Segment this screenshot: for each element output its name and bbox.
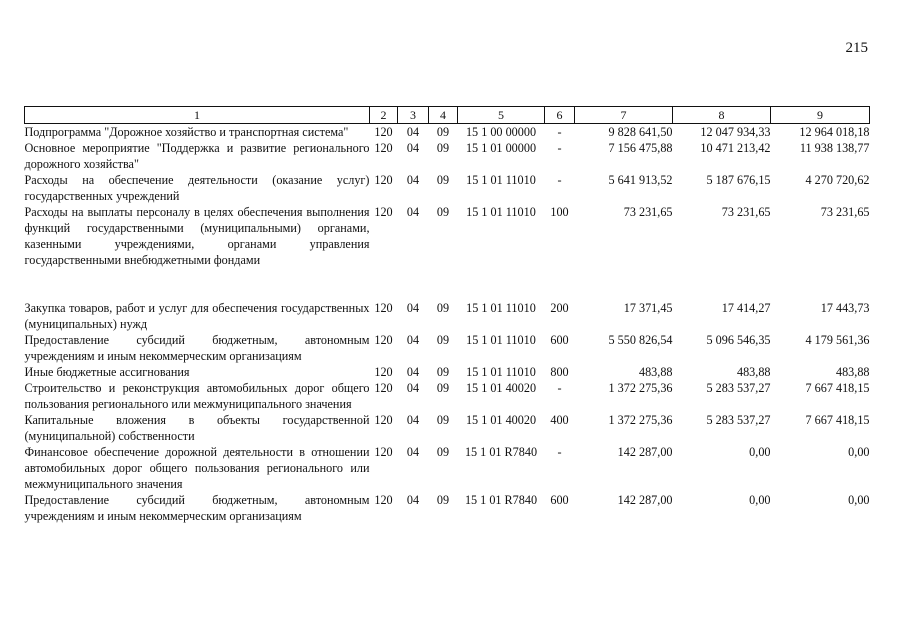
row-ministry-code: 120 [374, 205, 393, 219]
row-expense-type: 400 [550, 413, 569, 427]
row-name: Предоставление субсидий бюджетным, автономным учреждениям и иным некоммерческим организациям [24, 333, 370, 363]
row-amount-1: 7 156 475,88 [608, 141, 673, 155]
header-col-7: 7 [575, 107, 673, 124]
row-expense-type: - [557, 173, 562, 187]
header-col-2: 2 [370, 107, 398, 124]
row-ministry-code: 120 [374, 301, 393, 315]
row-amount-1: 483,88 [638, 365, 673, 379]
header-col-1: 1 [25, 107, 370, 124]
row-amount-2: 5 283 537,27 [706, 413, 771, 427]
row-amount-1: 73 231,65 [623, 205, 673, 219]
row-amount-2: 10 471 213,42 [700, 141, 771, 155]
row-section-code: 04 [406, 381, 420, 395]
row-ministry-code: 120 [374, 445, 393, 459]
row-amount-3: 12 964 018,18 [799, 125, 870, 139]
row-section-code: 04 [406, 445, 420, 459]
row-ministry-code: 120 [374, 365, 393, 379]
row-expense-type: 600 [550, 493, 569, 507]
row-target-article: 15 1 01 R7840 [464, 493, 538, 507]
header-col-5: 5 [458, 107, 545, 124]
row-amount-2: 5 283 537,27 [706, 381, 771, 395]
table-row [25, 300, 870, 332]
table-row [25, 140, 870, 172]
row-section-code: 04 [406, 125, 420, 139]
row-name: Строительство и реконструкция автомобильных дорог общего пользования регионального или межмуниципального значения [24, 381, 370, 411]
row-amount-3: 4 270 720,62 [805, 173, 870, 187]
table-row [25, 364, 870, 380]
row-section-code: 04 [406, 301, 420, 315]
row-subsection-code: 09 [436, 445, 450, 459]
table-row [25, 492, 870, 524]
row-amount-1: 9 828 641,50 [608, 125, 673, 139]
header-col-9: 9 [771, 107, 870, 124]
row-subsection-code: 09 [436, 493, 450, 507]
row-subsection-code: 09 [436, 141, 450, 155]
row-ministry-code: 120 [374, 381, 393, 395]
blank-cell [25, 268, 870, 300]
row-subsection-code: 09 [436, 125, 450, 139]
row-subsection-code: 09 [436, 381, 450, 395]
row-target-article: 15 1 01 R7840 [464, 445, 538, 459]
row-target-article: 15 1 01 40020 [465, 381, 537, 395]
row-subsection-code: 09 [436, 205, 450, 219]
row-name: Финансовое обеспечение дорожной деятельности в отношении автомобильных дорог общего пользования регионального или межмуниципального значения [24, 445, 370, 491]
row-amount-2: 0,00 [749, 493, 771, 507]
row-amount-3: 17 443,73 [820, 301, 870, 315]
row-subsection-code: 09 [436, 365, 450, 379]
row-amount-1: 142 287,00 [617, 445, 673, 459]
row-name: Подпрограмма "Дорожное хозяйство и транспортная система" [24, 125, 349, 139]
row-amount-2: 0,00 [749, 445, 771, 459]
row-expense-type: 600 [550, 333, 569, 347]
row-expense-type: - [557, 141, 562, 155]
table-row [25, 412, 870, 444]
header-col-4: 4 [429, 107, 458, 124]
row-ministry-code: 120 [374, 125, 393, 139]
row-name: Закупка товаров, работ и услуг для обеспечения государственных (муниципальных) нужд [24, 301, 370, 331]
row-subsection-code: 09 [436, 301, 450, 315]
row-target-article: 15 1 01 40020 [465, 413, 537, 427]
row-section-code: 04 [406, 413, 420, 427]
row-target-article: 15 1 01 11010 [466, 365, 536, 379]
row-name: Основное мероприятие "Поддержка и развитие регионального дорожного хозяйства" [24, 141, 370, 171]
table-row [25, 204, 870, 268]
row-target-article: 15 1 01 11010 [466, 205, 536, 219]
row-ministry-code: 120 [374, 493, 393, 507]
row-amount-3: 73 231,65 [820, 205, 870, 219]
row-ministry-code: 120 [374, 173, 393, 187]
row-ministry-code: 120 [374, 141, 393, 155]
row-amount-1: 17 371,45 [623, 301, 673, 315]
row-amount-3: 0,00 [848, 493, 870, 507]
header-col-3: 3 [398, 107, 429, 124]
row-expense-type: - [557, 445, 562, 459]
row-subsection-code: 09 [436, 333, 450, 347]
row-amount-2: 12 047 934,33 [700, 125, 771, 139]
table-row [25, 172, 870, 204]
row-expense-type: - [557, 125, 562, 139]
row-amount-1: 1 372 275,36 [608, 381, 673, 395]
row-section-code: 04 [406, 493, 420, 507]
row-target-article: 15 1 01 11010 [466, 333, 536, 347]
row-section-code: 04 [406, 333, 420, 347]
row-expense-type: - [557, 381, 562, 395]
row-ministry-code: 120 [374, 413, 393, 427]
row-amount-3: 11 938 138,77 [799, 141, 870, 155]
row-amount-3: 7 667 418,15 [805, 413, 870, 427]
row-target-article: 15 1 01 00000 [465, 141, 537, 155]
table-row [25, 124, 870, 141]
row-name: Иные бюджетные ассигнования [24, 365, 190, 379]
header-col-6: 6 [545, 107, 575, 124]
row-target-article: 15 1 01 11010 [466, 173, 536, 187]
row-subsection-code: 09 [436, 173, 450, 187]
row-target-article: 15 1 01 11010 [466, 301, 536, 315]
row-amount-2: 5 187 676,15 [706, 173, 771, 187]
row-section-code: 04 [406, 365, 420, 379]
row-section-code: 04 [406, 205, 420, 219]
row-amount-2: 5 096 546,35 [706, 333, 771, 347]
row-amount-3: 7 667 418,15 [805, 381, 870, 395]
row-name: Предоставление субсидий бюджетным, автономным учреждениям и иным некоммерческим организациям [24, 493, 370, 523]
row-name: Расходы на выплаты персоналу в целях обеспечения выполнения функций государственными (муниципальными) органами, казенными учреждениями, органами управления государственными внебюджетными фондами [24, 205, 370, 267]
row-amount-2: 17 414,27 [721, 301, 771, 315]
header-row [25, 107, 870, 124]
header-col-8: 8 [673, 107, 771, 124]
row-amount-1: 1 372 275,36 [608, 413, 673, 427]
row-name: Расходы на обеспечение деятельности (оказание услуг) государственных учреждений [24, 173, 370, 203]
row-amount-3: 0,00 [848, 445, 870, 459]
row-amount-3: 4 179 561,36 [805, 333, 870, 347]
row-ministry-code: 120 [374, 333, 393, 347]
row-amount-2: 73 231,65 [721, 205, 771, 219]
table-row [25, 332, 870, 364]
row-expense-type: 800 [550, 365, 569, 379]
page-number: 215 [845, 40, 868, 56]
row-amount-1: 5 550 826,54 [608, 333, 673, 347]
row-name: Капитальные вложения в объекты государственной (муниципальной) собственности [24, 413, 370, 443]
table-row [25, 444, 870, 492]
row-amount-1: 5 641 913,52 [608, 173, 673, 187]
row-subsection-code: 09 [436, 413, 450, 427]
table-row [25, 380, 870, 412]
row-expense-type: 200 [550, 301, 569, 315]
row-section-code: 04 [406, 173, 420, 187]
row-expense-type: 100 [550, 205, 569, 219]
budget-table [24, 106, 870, 524]
row-target-article: 15 1 00 00000 [465, 125, 537, 139]
row-amount-2: 483,88 [736, 365, 771, 379]
row-section-code: 04 [406, 141, 420, 155]
blank-row [25, 268, 870, 300]
row-amount-1: 142 287,00 [617, 493, 673, 507]
row-amount-3: 483,88 [835, 365, 870, 379]
